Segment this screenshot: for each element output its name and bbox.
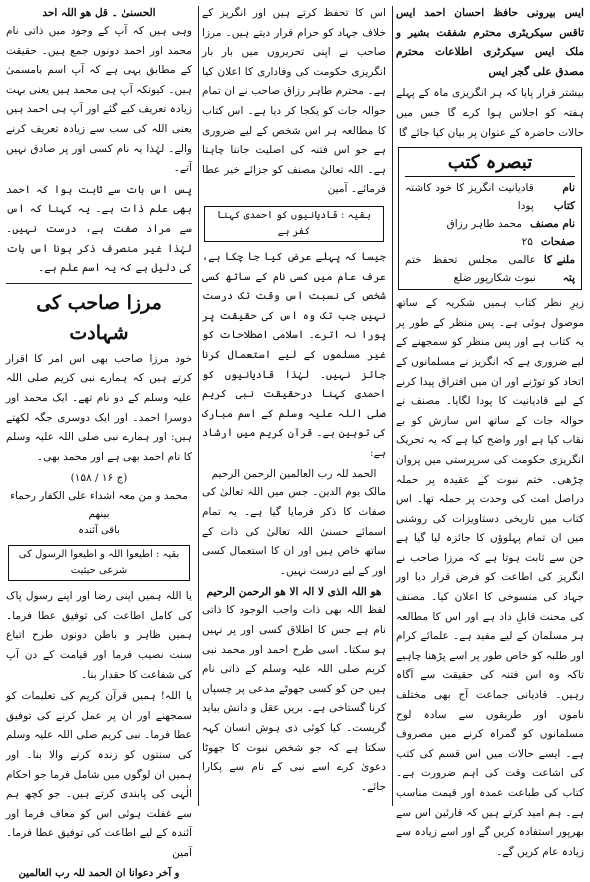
ayah-line: ھو اللہ الذی لا الہ الا ھو الرحمن الرحیم xyxy=(206,586,382,599)
to-be-continued: باقی آئندہ xyxy=(78,525,120,537)
review-row xyxy=(405,179,575,215)
continuation-box-title: بقیہ : اطیعوا اللہ و اطیعوا الرسول کی شرعی حیثیت xyxy=(8,545,190,581)
middle-body: جیسا کہ پہلے عرض کیا جا چکا ہے، عرف عام میں کسی نام کے ساتھ کسی شخص کی نسبت اس وقت تک درست نہیں جب تک وہ اس کی حقیقت پر پورا نہ اترے۔ اسلامی اصطلاحات کو غیر مسلموں کے لیے استعمال کرنا جائز نہیں۔ لہٰذا قادیانیوں کو احمدی کہنا درحقیقت نبی کریم صلی اللہ علیہ وسلم کے اسم مبارک کی توہین ہے۔ قرآن کریم میں ارشاد ہے: xyxy=(202,250,386,459)
middle-body-3: لفظ اللہ بھی ذات واجب الوجود کا ذاتی نام ہے جس کا اطلاق کسی اور پر نہیں ہو سکتا۔ اسی طرح احمد اور محمد نبی کریم صلی اللہ علیہ وسلم کے ذاتی نام ہیں جن کو کسی جھوٹے مدعی پر چسپاں کرنا گستاخی ہے۔ بریں عقل و دانش بباید گریست۔ کیا کوئی ذی ہوش انسان کہہ سکتا ہے کہ جو شخص نبوت کا جھوٹا دعویٰ کرے اسے نبی کے نام سے پکارا جائے۔ xyxy=(202,604,386,793)
review-key: صفحات xyxy=(540,236,575,249)
left-body-4: یا اللہ ہمیں اپنی رضا اور اپنے رسول پاک کی کامل اطاعت کی توفیق عطا فرما۔ ہمیں ظاہر و باطن دونوں طرح اتباع سنت نصیب فرما اور قیامت کے دن آپ کی شفاعت کا حقدار بنا۔ xyxy=(6,590,192,681)
review-value: ۲۵ xyxy=(521,236,533,249)
middle-body-2: مالک یوم الدین۔ جس میں اللہ تعالیٰ کی صفات کا ذکر فرمایا گیا ہے۔ یہ تمام اسمائے حسنیٰ اللہ تعالیٰ کی ذات کے ساتھ خاص ہیں اور ان کا استعمال کسی اور کے لیے درست نہیں۔ xyxy=(202,486,386,577)
right-top-paragraph-2: بیشتر قرار پایا کہ ہر انگریزی ماہ کے پہلے ہفتہ کو اجلاس ہوا کرے گا جس میں حالات حاضرہ کے عنوان پر بیان کیا جائے گا xyxy=(396,87,584,139)
reference: (ج ۱۶ / ۱۵۸) xyxy=(70,472,128,485)
right-top-paragraph-1: ایس بیرونی حافظ احسان احمد ایس تاقس سیکریٹری محترم شفقت بشیر و ملک ایس سیکرٹری اطلاعات محترم مصدق علی گجر ایس xyxy=(396,7,584,78)
review-key: ملنے کا پتہ xyxy=(543,254,575,285)
review-body: زیرِ نظر کتاب ہمیں شکریہ کے ساتھ موصول ہوئی ہے۔ پس منظر کے طور پر یہ کتاب ہے اور پس منظر کو سمجھنے کے لیے ضروری ہے کہ انگریز نے مسلمانوں کے اتحاد کو توڑنے اور ان میں افتراق پیدا کرنے کے لیے قادیانیت کا پودا لگایا۔ مصنف نے حوالہ جات کے ساتھ اس سازش کو بے نقاب کیا ہے اور واضح کیا ہے کہ یہ تحریک انگریزی حکومت کی سرپرستی میں پروان چڑھی۔ ختم نبوت کے عقیدہ پر حملہ دراصل امت کی وحدت پر حملہ تھا۔ اس کتاب میں تاریخی دستاویزات کی روشنی میں ان تمام پہلوؤں کا جائزہ لیا گیا ہے جن سے ثابت ہوتا ہے کہ مرزا صاحب نے انگریز کی اطاعت کو فرض قرار دیا اور جہاد کی منسوخی کا اعلان کیا۔ مصنف کی محنت قابلِ داد ہے اور اس کا مطالعہ ہر مسلمان کے لیے مفید ہے۔ علمائے کرام اور طلبہ کو خاص طور پر اسے پڑھنا چاہیے تاکہ وہ اس فتنہ کی حقیقت سے آگاہ رہیں۔ قادیانی جماعت آج بھی مختلف ناموں اور طریقوں سے سادہ لوح مسلمانوں کو گمراہ کرنے میں مصروف ہے۔ ایسے حالات میں اس قسم کی کتب کی اشاعت وقت کی اہم ضرورت ہے۔ کتاب کی طباعت عمدہ اور قیمت مناسب ہے۔ ہم امید کرتے ہیں کہ قارئین اس سے بھرپور استفادہ کریں گے اور اسے زیادہ سے زیادہ عام کریں گے۔ xyxy=(396,297,584,858)
ayah-line: محمد و من معہ اشداء علی الکفار رحماء بینھم xyxy=(10,490,188,521)
review-title: تبصرہ کتب xyxy=(405,150,575,177)
ayah-line: الحمد للہ رب العالمین الرحمن الرحیم xyxy=(211,468,377,481)
continuation-box-title: بقیہ : قادیانیوں کو احمدی کہنا کفر ہے xyxy=(204,206,384,242)
review-row xyxy=(405,251,575,287)
review-value: قادیانیت انگریز کا خود کاشتہ پودا xyxy=(405,182,534,213)
left-body-b: پس اس بات سے ثابت ہوا کہ احمد بھی علم ذات ہے۔ یہ کہنا کہ اس سے مراد صفت ہے، درست نہیں۔ لہٰذا غیر منصرف ذکر ہونا اس بات کی دلیل ہے کہ یہ اسم علم ہے۔ xyxy=(6,183,192,275)
section-heading: مرزا صاحب کی شہادت xyxy=(36,291,162,344)
column-right xyxy=(396,4,584,858)
review-key: نام کتاب xyxy=(553,182,575,213)
divider xyxy=(6,283,192,284)
column-middle xyxy=(202,4,386,808)
closing-line: و آخر دعوانا ان الحمد للہ رب العالمین xyxy=(18,867,180,879)
left-body-5: یا اللہ! ہمیں قرآن کریم کی تعلیمات کو سمجھنے اور ان پر عمل کرنے کی توفیق عطا فرما۔ نبی کریم صلی اللہ علیہ وسلم کی سنتوں کو زندہ کرنے والا بنا۔ اور ہمیں ان لوگوں میں شامل فرما جو احکام الٰہی کی پابندی کرتے ہیں۔ جو کچھ ہم سے غفلت ہوئی اس کو معاف فرما اور آئندہ کے لیے اطاعت کی توفیق عطا فرما۔ آمین xyxy=(6,690,192,859)
review-key: نام مصنف xyxy=(529,218,575,231)
review-value: عالمی مجلس تحفظ ختم نبوت شکارپور ضلع xyxy=(405,254,536,285)
column-left xyxy=(6,4,192,879)
header-line: الحسنیٰ ۔ قل ھو اللہ احد xyxy=(42,7,156,19)
book-review-box xyxy=(398,147,582,290)
review-row xyxy=(405,233,575,251)
review-value: محمد طاہر رزاق xyxy=(446,218,522,231)
middle-top-text: اس کا تحفظ کرتے ہیں اور انگریز کے خلاف جہاد کو حرام قرار دیتے ہیں۔ مرزا صاحب نے اپنی تحریروں میں بار بار انگریزی حکومت کی وفاداری کا اعلان کیا ہے۔ محترم طاہر رزاق صاحب نے ان تمام حوالہ جات کو یکجا کر دیا ہے۔ اس کتاب کا مطالعہ ہر اس شخص کے لیے ضروری ہے جو اس فتنہ کی اصلیت جاننا چاہتا ہے۔ اللہ تعالیٰ مصنف کو جزائے خیر عطا فرمائے۔ آمین xyxy=(202,7,386,196)
left-body: وہی ہیں کہ آپ کے وجود میں ذاتی نام محمد اور احمد دونوں جمع ہیں۔ حقیقت کے مطابق یہی ہے کہ آپ اسم بامسمیٰ ہیں۔ کیونکہ آپ ہی محمد ہیں یعنی بہت زیادہ تعریف کیے گئے اور آپ ہی احمد ہیں یعنی اللہ کی سب سے زیادہ تعریف کرنے والے۔ لہٰذا یہ نام کسی اور پر صادق نہیں آتے۔ xyxy=(6,25,192,175)
column-divider xyxy=(392,6,393,806)
review-row xyxy=(405,215,575,233)
left-body-2: خود مرزا صاحب بھی اس امر کا اقرار کرتے ہیں کہ ہمارے نبی کریم صلی اللہ علیہ وسلم کے دو نام تھے۔ ایک محمد اور دوسرا احمد۔ اور ایک دوسری جگہ لکھتے ہیں: اور ہمارے نبی صلی اللہ علیہ وسلم کا نام احمد بھی ہے اور محمد بھی۔ xyxy=(6,352,192,463)
column-divider xyxy=(198,6,199,806)
